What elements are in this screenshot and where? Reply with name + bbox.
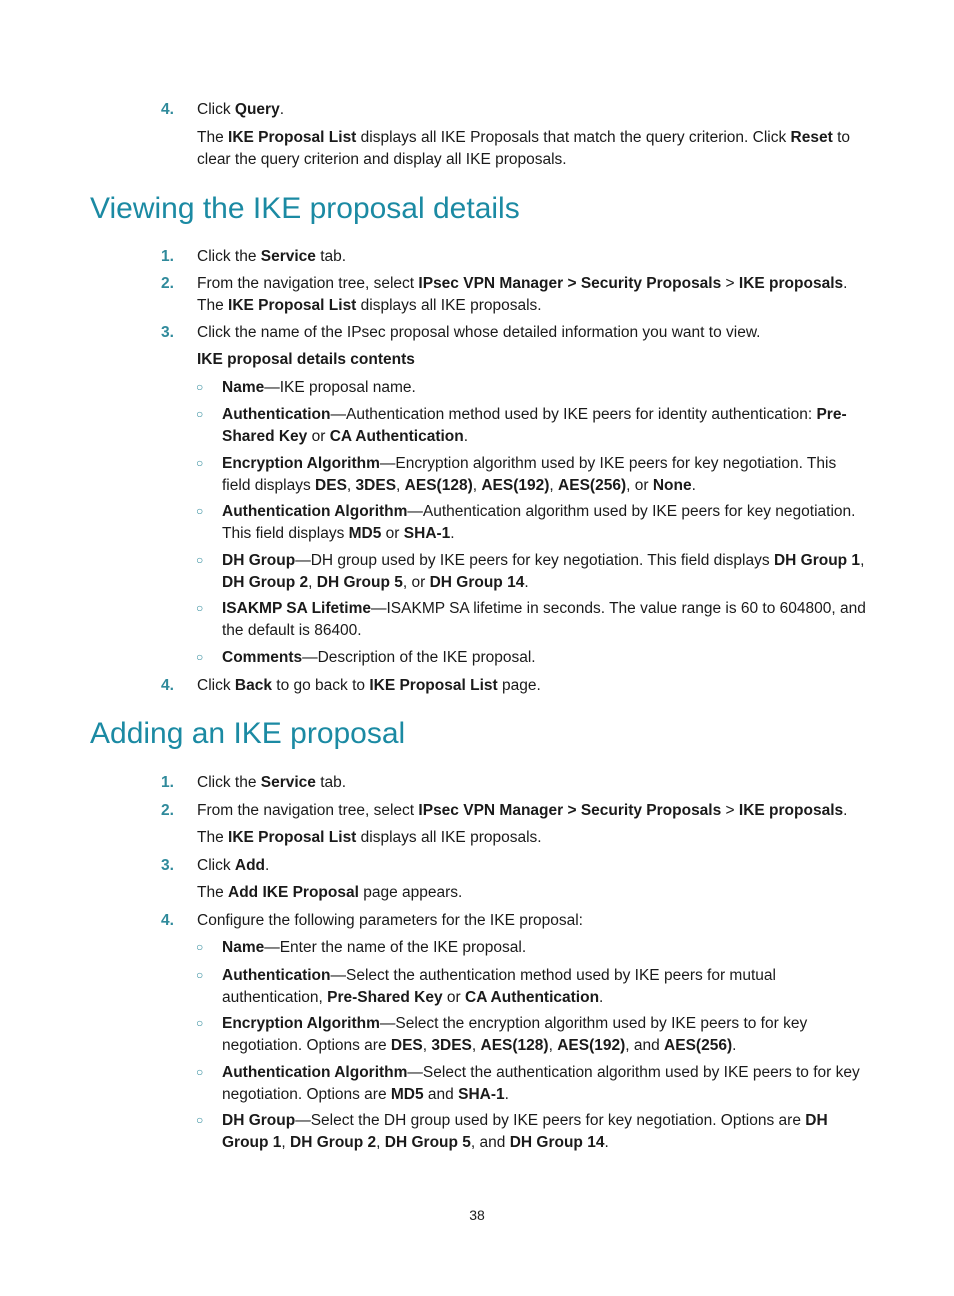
bullet-icon: ○: [196, 1065, 204, 1079]
list-item: [222, 501, 867, 544]
list-item: [222, 647, 867, 669]
text: displays all IKE proposals.: [356, 829, 542, 846]
step-number: 2.: [161, 275, 174, 292]
term: Authentication: [222, 406, 331, 423]
list-item: [222, 453, 867, 496]
text: .: [843, 802, 848, 819]
text: —IKE proposal name.: [264, 379, 416, 396]
text: —Select the authentication algorithm used by IKE peers to for key negotiation. Options are: [222, 1064, 860, 1103]
term: DH Group: [222, 552, 296, 569]
step-number: 4.: [161, 912, 174, 929]
text: Click the: [197, 248, 261, 265]
text: , or: [626, 476, 653, 494]
list-item: [222, 937, 867, 959]
text: or: [381, 524, 404, 542]
bullet-icon: ○: [196, 456, 204, 470]
term: IPsec VPN Manager > Security Proposals: [418, 802, 722, 819]
term: Service: [260, 248, 316, 265]
term: Back: [234, 677, 272, 694]
text: .: [604, 1133, 609, 1151]
text: From the navigation tree, select: [197, 275, 419, 292]
text: .: [691, 476, 696, 494]
text: page appears.: [358, 884, 463, 901]
term: ISAKMP SA Lifetime: [222, 600, 371, 617]
text: —DH group used by IKE peers for key negotiation. This field displays: [295, 552, 774, 569]
text: .: [463, 427, 469, 445]
term: IKE proposals: [738, 275, 844, 292]
step-text: [197, 99, 867, 121]
term: SHA-1: [403, 524, 451, 542]
step-text: [197, 246, 867, 268]
bullet-icon: ○: [196, 601, 204, 615]
text: page.: [497, 677, 541, 694]
step-number: 4.: [161, 677, 174, 694]
term: Add IKE Proposal: [228, 884, 359, 901]
list-item: [222, 598, 867, 641]
term: Encryption Algorithm: [222, 1015, 380, 1032]
bullet-icon: ○: [196, 650, 204, 664]
text: —Select the authentication method used by IKE peers for mutual authentication,: [222, 967, 776, 1006]
term: Service: [260, 774, 316, 791]
text: displays all IKE proposals.: [356, 296, 542, 314]
step-text: [197, 675, 867, 697]
text: to clear the query criterion and display all IKE proposals.: [197, 129, 850, 168]
text: Click the name of the IPsec proposal whose detailed information you want to view.: [197, 324, 761, 341]
text: —Authentication method used by IKE peers for identity authentication:: [330, 406, 817, 423]
term: IKE Proposal List: [369, 677, 498, 694]
step-number: 4.: [161, 101, 174, 118]
section-heading-viewing: Viewing the IKE proposal details: [90, 192, 520, 225]
term: 3DES: [431, 1036, 472, 1054]
bullet-icon: ○: [196, 940, 204, 954]
term: DH Group 5: [384, 1133, 471, 1151]
section-heading-adding: Adding an IKE proposal: [90, 717, 406, 750]
step-text: [197, 800, 867, 822]
text: , and: [625, 1036, 665, 1054]
text: .: [732, 1036, 737, 1054]
text: The: [197, 829, 229, 846]
term: DH Group: [222, 1112, 296, 1129]
text: , or: [402, 573, 430, 591]
term: CA Authentication: [465, 988, 600, 1006]
term: IKE proposal details contents: [197, 351, 415, 368]
step-number: 1.: [161, 248, 174, 265]
text: .: [279, 101, 285, 118]
text: ,: [471, 1036, 481, 1054]
term: Encryption Algorithm: [222, 455, 380, 472]
term: AES(128): [480, 1036, 549, 1054]
term: Comments: [222, 649, 303, 666]
text: . The: [197, 275, 848, 314]
text: ,: [396, 476, 405, 494]
term: AES(256): [664, 1036, 733, 1054]
term: Authentication Algorithm: [222, 1064, 408, 1081]
step-text: [197, 910, 867, 932]
bullet-icon: ○: [196, 553, 204, 567]
text: Configure the following parameters for the IKE proposal:: [197, 912, 583, 929]
text: >: [721, 275, 739, 292]
term: AES(128): [404, 476, 473, 494]
text: tab.: [315, 248, 347, 265]
term: IKE Proposal List: [228, 829, 357, 846]
term: Authentication: [222, 967, 331, 984]
list-item: [222, 1062, 867, 1105]
text: .: [504, 1085, 509, 1103]
text: ,: [281, 1133, 291, 1151]
step-text: [197, 273, 867, 316]
step-number: 3.: [161, 857, 174, 874]
term: Add: [234, 857, 266, 874]
term: IKE Proposal List: [228, 296, 357, 314]
step-number: 3.: [161, 324, 174, 341]
step-description: [197, 882, 867, 904]
term: IKE proposals: [738, 802, 844, 819]
subsection-label: [197, 349, 867, 371]
step-description: [197, 127, 867, 170]
term: DES: [390, 1036, 423, 1054]
list-item: [222, 1013, 867, 1056]
bullet-icon: ○: [196, 407, 204, 421]
term: DH Group 14: [429, 573, 525, 591]
text: —Authentication algorithm used by IKE peers for key negotiation. This field displays: [222, 503, 856, 542]
text: —Description of the IKE proposal.: [302, 649, 536, 666]
term: Query: [234, 101, 280, 118]
term: AES(192): [481, 476, 550, 494]
term: DH Group 1: [222, 1112, 828, 1151]
page-number: 38: [469, 1207, 485, 1223]
term: AES(256): [558, 476, 627, 494]
list-item: [222, 1110, 867, 1153]
text: ,: [376, 1133, 385, 1151]
list-item: [222, 550, 867, 593]
list-item: [222, 404, 867, 447]
term: CA Authentication: [329, 427, 464, 445]
list-item: [222, 377, 867, 399]
text: ,: [308, 573, 317, 591]
term: Name: [222, 939, 265, 956]
term: IPsec VPN Manager > Security Proposals: [418, 275, 722, 292]
text: —Select the DH group used by IKE peers for key negotiation. Options are: [295, 1112, 806, 1129]
text: Click: [197, 677, 235, 694]
text: The: [197, 884, 229, 901]
text: From the navigation tree, select: [197, 802, 419, 819]
text: ,: [860, 552, 865, 569]
step-description: [197, 827, 867, 849]
text: or: [307, 427, 330, 445]
step-number: 2.: [161, 802, 174, 819]
step-text: [197, 772, 867, 794]
text: —Encryption algorithm used by IKE peers for key negotiation. This field displays: [222, 455, 837, 494]
bullet-icon: ○: [196, 1113, 204, 1127]
text: .: [450, 524, 455, 542]
text: ,: [548, 1036, 558, 1054]
text: .: [599, 988, 604, 1006]
bullet-icon: ○: [196, 504, 204, 518]
term: Reset: [790, 129, 833, 146]
term: None: [652, 476, 692, 494]
step-text: [197, 322, 867, 344]
list-item: [222, 965, 867, 1008]
text: ,: [346, 476, 356, 494]
term: DH Group 1: [773, 552, 861, 569]
term: DH Group 14: [509, 1133, 605, 1151]
term: 3DES: [355, 476, 397, 494]
term: DH Group 2: [290, 1133, 377, 1151]
bullet-icon: ○: [196, 380, 204, 394]
text: .: [524, 573, 529, 591]
term: MD5: [390, 1085, 424, 1103]
text: tab.: [315, 774, 347, 791]
term: Pre-Shared Key: [222, 406, 847, 445]
term: AES(192): [557, 1036, 626, 1054]
text: —ISAKMP SA lifetime in seconds. The value range is 60 to 604800, and the default is 86400.: [222, 600, 866, 639]
text: , and: [470, 1133, 510, 1151]
text: Click the: [197, 774, 261, 791]
text: Click: [197, 101, 235, 118]
text: or: [442, 988, 465, 1006]
term: DH Group 5: [316, 573, 403, 591]
text: The: [197, 129, 229, 146]
text: ,: [422, 1036, 432, 1054]
term: SHA-1: [458, 1085, 505, 1103]
text: —Select the encryption algorithm used by IKE peers to for key negotiation. Options are: [222, 1015, 808, 1054]
term: DH Group 2: [222, 573, 309, 591]
text: to go back to: [271, 677, 370, 694]
text: and: [423, 1085, 459, 1103]
text: Click: [197, 857, 235, 874]
text: displays all IKE Proposals that match the query criterion. Click: [356, 129, 791, 146]
term: Name: [222, 379, 265, 396]
term: IKE Proposal List: [228, 129, 357, 146]
step-text: [197, 855, 867, 877]
text: ,: [549, 476, 559, 494]
text: >: [721, 802, 739, 819]
bullet-icon: ○: [196, 1016, 204, 1030]
step-number: 1.: [161, 774, 174, 791]
term: MD5: [348, 524, 382, 542]
term: Pre-Shared Key: [327, 988, 443, 1006]
text: .: [265, 857, 270, 874]
bullet-icon: ○: [196, 968, 204, 982]
text: —Enter the name of the IKE proposal.: [264, 939, 527, 956]
term: DES: [315, 476, 347, 494]
term: Authentication Algorithm: [222, 503, 408, 520]
text: ,: [472, 476, 482, 494]
